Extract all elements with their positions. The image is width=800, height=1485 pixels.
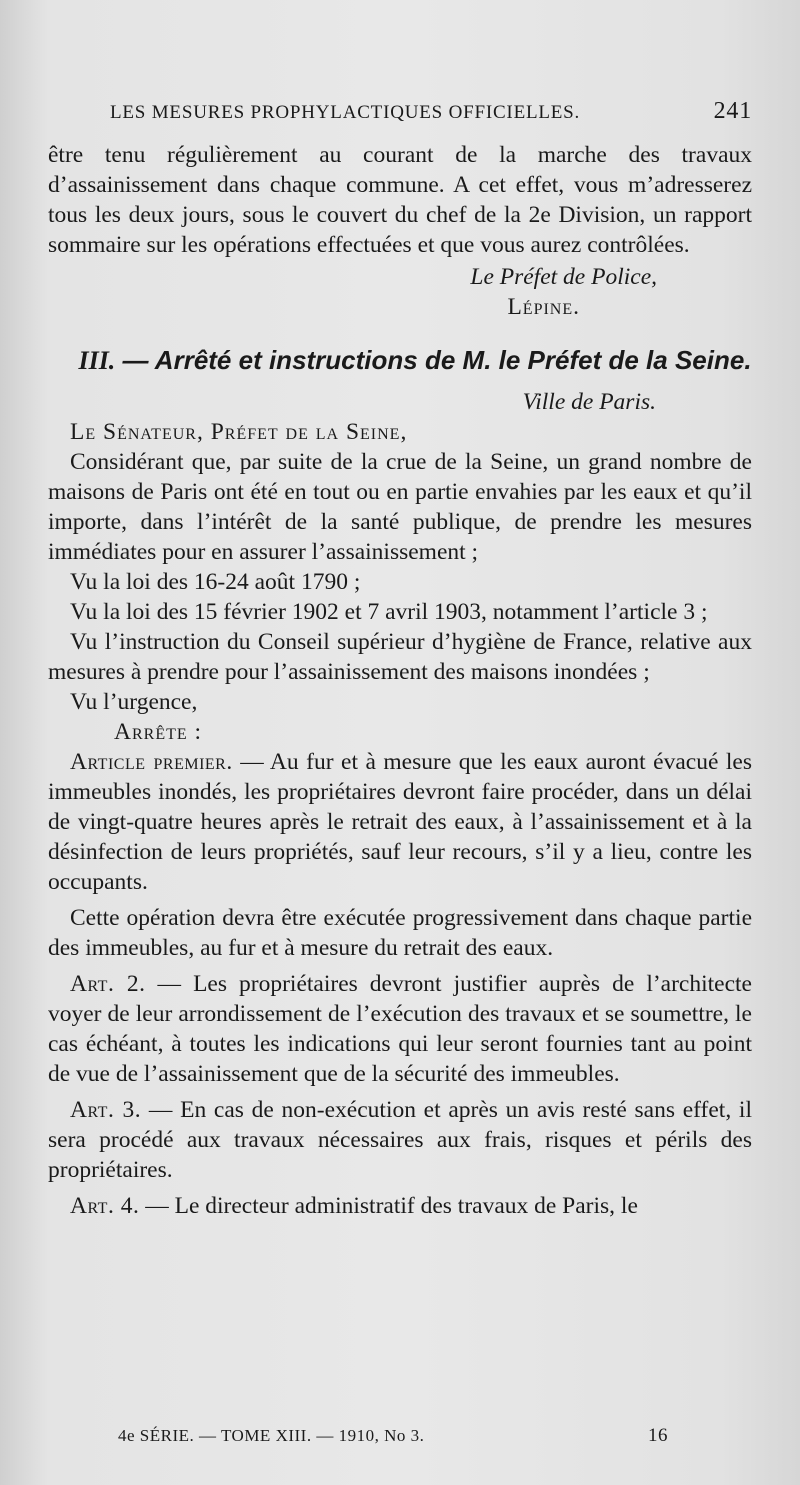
article-4-label: Art. 4. [70,1193,140,1219]
authority-line: Le Sénateur, Préfet de la Seine, [70,419,408,445]
section-heading [48,344,752,377]
article-1 [48,747,752,897]
document-body [48,140,752,1221]
article-4 [48,1191,752,1221]
article-3 [48,1095,752,1185]
article-2-text: — Les propriétaires devront justifier auprès de l’architecte voyer de leur arrondissement de l’exécution des travaux et se soumettre, le cas échéant, à toutes les indications qui leur seront fournies tant au point de vue de l’assainissement que de la sécurité des immeubles. [48,971,752,1087]
page-number: 241 [713,98,752,124]
vu-paragraph-1: Vu la loi des 16-24 août 1790 ; [70,569,361,595]
running-title: LES MESURES PROPHYLACTIQUES OFFICIELLES. [110,102,581,123]
article-4-text: — Le directeur administratif des travaux de Paris, le [139,1193,638,1219]
section-number: III. [78,346,116,375]
running-header [110,98,752,125]
vu-paragraph-3: Vu l’instruction du Conseil supérieur d’hygiène de France, relative aux mesures à prendre pour l’assainissement des maisons inondées ; [48,629,752,685]
article-2 [48,969,752,1089]
article-3-text: — En cas de non-exécution et après un avis resté sans effet, il sera procédé aux travaux nécessaires aux frais, risques et périls des propriétaires. [48,1097,752,1183]
arrete-heading: Arrête : [114,719,203,745]
article-1-label: Article premier. [70,749,233,775]
vu-paragraph-4: Vu l’urgence, [70,689,198,715]
series-info: 4e SÉRIE. — TOME XIII. — 1910, No 3. [118,1426,425,1445]
printer-signature: 16 [648,1425,668,1446]
article-3-label: Art. 3. [70,1097,142,1123]
page-footer [118,1425,668,1447]
city-line: Ville de Paris. [522,389,656,415]
paragraph-continued: être tenu régulièrement au courant de la marche des travaux d’assainissement dans chaque commune. A cet effet, vous m’adresserez tous les deux jours, sous le couvert du chef de la 2e Division, un rapport sommaire sur les opérations effectuées et que vous aurez contrôlées. [48,142,752,258]
article-1-text: — Au fur et à mesure que les eaux auront évacué les immeubles inondés, les propriétaires devront faire procéder, dans un délai de vingt-quatre heures après le retrait des eaux, à l’assainissement et à la désinfection de leurs propriétés, sauf leur recours, s’il y a lieu, contre les occupants. [48,749,752,895]
article-2-label: Art. 2. [70,971,146,997]
signature-name: Lépine. [507,294,580,320]
considerant-paragraph: Considérant que, par suite de la crue de la Seine, un grand nombre de maisons de Paris ont été en tout ou en partie envahies par les eaux et qu’il importe, dans l’intérêt de la santé publique, de prendre les mesures immédiates pour en assurer l’assainissement ; [48,449,752,565]
article-1-continuation: Cette opération devra être exécutée progressivement dans chaque partie des immeubles, au fur et à mesure du retrait des eaux. [48,905,752,961]
section-title-text: — Arrêté et instructions de M. le Préfet de la Seine. [122,345,752,375]
signature-title: Le Préfet de Police, [470,264,657,290]
vu-paragraph-2: Vu la loi des 15 février 1902 et 7 avril 1903, notamment l’article 3 ; [70,599,708,625]
